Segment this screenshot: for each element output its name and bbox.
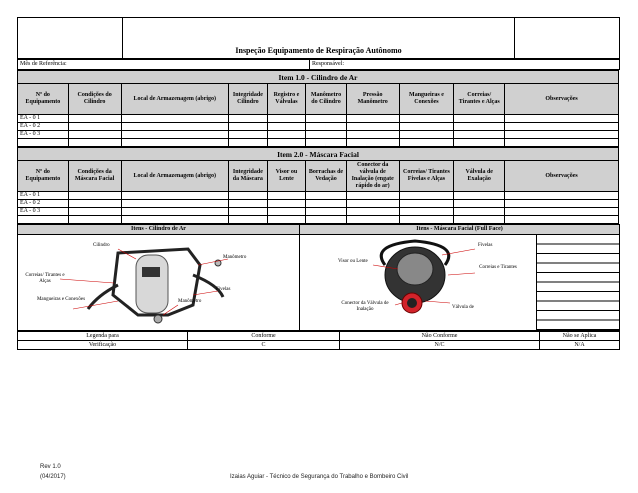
cell[interactable] (229, 123, 268, 131)
s1-header-7: Mangueiras e Conexões (399, 84, 454, 115)
cell[interactable] (505, 200, 619, 208)
label-correias: Correias/ Tirantes e Alças (25, 273, 65, 284)
logo-right-cell (515, 18, 620, 59)
table-row (18, 200, 619, 208)
mes-label: Mês de Referência: (18, 60, 310, 70)
cell[interactable] (68, 216, 121, 224)
cell[interactable] (399, 123, 454, 131)
cell[interactable] (505, 192, 619, 200)
s2-header-3: Integridade da Máscara (229, 161, 268, 192)
cell[interactable] (399, 208, 454, 216)
s2-header-8: Válvula de Exalação (454, 161, 505, 192)
row-id: EA - 0 1 (18, 192, 69, 200)
cell[interactable] (229, 216, 268, 224)
label-visor: Visor ou Lente (338, 259, 368, 264)
cell[interactable] (229, 139, 268, 147)
row-id (18, 139, 69, 147)
s1-header-3: Integridade Cilindro (229, 84, 268, 115)
cell[interactable] (68, 139, 121, 147)
cell[interactable] (505, 139, 619, 147)
footer-date: (04/2017) (40, 474, 66, 480)
s2-header-6: Conector da válvula de Inalação (engate rápido do ar) (346, 161, 399, 192)
legend-label-2: Verificação (18, 341, 188, 350)
label-fivelas: Fivelas (216, 287, 231, 292)
resp-label: Responsável: (310, 60, 620, 70)
cell[interactable] (121, 192, 229, 200)
cell[interactable] (267, 192, 306, 200)
s2-header-4: Visor ou Lente (267, 161, 306, 192)
cell[interactable] (346, 216, 399, 224)
cell[interactable] (505, 131, 619, 139)
cell[interactable] (229, 208, 268, 216)
cell[interactable] (267, 200, 306, 208)
cell[interactable] (267, 123, 306, 131)
cell[interactable] (229, 200, 268, 208)
table-row (18, 208, 619, 216)
items-right-title: Itens - Máscara Facial (Full Face) (300, 225, 620, 235)
cell[interactable] (68, 123, 121, 131)
items-table (17, 224, 620, 331)
cell[interactable] (346, 115, 399, 123)
s2-header-1: Condições da Máscara Facial (68, 161, 121, 192)
row-id: EA - 0 2 (18, 123, 69, 131)
header-table (17, 17, 620, 59)
section1-table (17, 70, 619, 147)
row-id: EA - 0 3 (18, 208, 69, 216)
meta-table (17, 59, 620, 70)
cell[interactable] (454, 115, 505, 123)
cell[interactable] (306, 131, 347, 139)
cell[interactable] (267, 208, 306, 216)
table-row (18, 216, 619, 224)
table-row (18, 115, 619, 123)
legend-nao-aplica: Não se Aplica (540, 332, 620, 341)
face-mask-image-cell (300, 235, 537, 331)
table-row (18, 123, 619, 131)
cell[interactable] (121, 131, 229, 139)
footer-author: Izaias Aguiar - Técnico de Segurança do Trabalho e Bombeiro Civil (230, 474, 409, 480)
label-cilindro: Cilindro (93, 243, 110, 248)
cell[interactable] (121, 216, 229, 224)
cell[interactable] (454, 208, 505, 216)
section2-table (17, 147, 619, 224)
cell[interactable] (306, 192, 347, 200)
table-row (18, 139, 619, 147)
cell[interactable] (267, 139, 306, 147)
cell[interactable] (306, 115, 347, 123)
label-manometro-top: Manômetro (223, 255, 247, 260)
section1-title: Item 1.0 - Cilindro de Ar (18, 71, 619, 84)
label-mangueiras: Mangueiras e Conexões (36, 297, 86, 302)
cell[interactable] (121, 123, 229, 131)
cell[interactable] (399, 200, 454, 208)
s1-header-8: Correias/ Tirantes e Alças (454, 84, 505, 115)
label-manometro-bottom: Manômetro (178, 299, 202, 304)
row-id: EA - 0 1 (18, 115, 69, 123)
cell[interactable] (68, 200, 121, 208)
cell[interactable] (306, 139, 347, 147)
face-mask-illustration (300, 235, 537, 330)
legend-table (17, 331, 620, 350)
cell[interactable] (399, 139, 454, 147)
cell[interactable] (121, 115, 229, 123)
section2-title: Item 2.0 - Máscara Facial (18, 148, 619, 161)
section1-header-row (18, 84, 619, 115)
s2-header-7: Correias/ Tirantes Fivelas e Alças (399, 161, 454, 192)
cell[interactable] (454, 216, 505, 224)
cell[interactable] (229, 131, 268, 139)
cell[interactable] (229, 192, 268, 200)
cell[interactable] (505, 115, 619, 123)
items-left-title: Itens - Cilindro de Ar (18, 225, 300, 235)
cell[interactable] (454, 139, 505, 147)
cell[interactable] (68, 192, 121, 200)
label-correias-mask: Correias e Tirantes (479, 265, 517, 270)
cell[interactable] (346, 131, 399, 139)
s1-header-5: Manômetro do Cilindro (306, 84, 347, 115)
cell[interactable] (346, 139, 399, 147)
cell[interactable] (68, 115, 121, 123)
label-fivelas-mask: Fivelas (478, 243, 493, 248)
s2-header-5: Borrachas de Vedação (306, 161, 347, 192)
cell[interactable] (505, 123, 619, 131)
inspection-sheet (17, 17, 619, 350)
scba-cylinder-image-cell (18, 235, 300, 331)
row-id: EA - 0 3 (18, 131, 69, 139)
legend-na: N/A (540, 341, 620, 350)
cell[interactable] (454, 192, 505, 200)
cell[interactable] (68, 208, 121, 216)
legend-conforme: Conforme (188, 332, 340, 341)
row-id (18, 216, 69, 224)
s1-header-9: Observações (505, 84, 619, 115)
cell[interactable] (306, 208, 347, 216)
legend-c: C (188, 341, 340, 350)
cell[interactable] (454, 200, 505, 208)
cell[interactable] (346, 123, 399, 131)
s1-header-0: Nº do Equipamento (18, 84, 69, 115)
cell[interactable] (346, 200, 399, 208)
cell[interactable] (399, 216, 454, 224)
section2-header-row (18, 161, 619, 192)
cell[interactable] (346, 192, 399, 200)
cell[interactable] (267, 216, 306, 224)
s1-header-2: Local de Armazenagem (abrigo) (121, 84, 229, 115)
cell[interactable] (306, 216, 347, 224)
page-title: Inspeção Equipamento de Respiração Autônomo (123, 18, 515, 59)
cell[interactable] (267, 115, 306, 123)
cell[interactable] (267, 131, 306, 139)
cell[interactable] (68, 131, 121, 139)
legend-label-1: Legenda para (18, 332, 188, 341)
label-conector: Conector da Válvula de Inalação (341, 301, 389, 312)
legend-nao-conforme: Não Conforme (340, 332, 540, 341)
cell[interactable] (306, 200, 347, 208)
logo-cell (18, 18, 123, 59)
cell[interactable] (399, 131, 454, 139)
cell[interactable] (121, 208, 229, 216)
s1-header-6: Pressão Manômetro (346, 84, 399, 115)
s1-header-1: Condições do Cilindro (68, 84, 121, 115)
cell[interactable] (505, 216, 619, 224)
cell[interactable] (399, 115, 454, 123)
s2-header-0: Nº do Equipamento (18, 161, 69, 192)
s2-header-9: Observações (505, 161, 619, 192)
table-row (18, 131, 619, 139)
footer-rev: Rev 1.0 (40, 464, 61, 470)
cell[interactable] (121, 139, 229, 147)
row-id: EA - 0 2 (18, 200, 69, 208)
label-valvula: Válvula de (452, 305, 474, 310)
s2-header-2: Local de Armazenagem (abrigo) (121, 161, 229, 192)
cell[interactable] (306, 123, 347, 131)
table-row (18, 192, 619, 200)
cell[interactable] (121, 200, 229, 208)
cell[interactable] (229, 115, 268, 123)
blank-lines-cell (537, 235, 620, 331)
cell[interactable] (346, 208, 399, 216)
s1-header-4: Registro e Válvulas (267, 84, 306, 115)
cell[interactable] (454, 123, 505, 131)
cell[interactable] (399, 192, 454, 200)
legend-nc: N/C (340, 341, 540, 350)
cell[interactable] (454, 131, 505, 139)
cell[interactable] (505, 208, 619, 216)
